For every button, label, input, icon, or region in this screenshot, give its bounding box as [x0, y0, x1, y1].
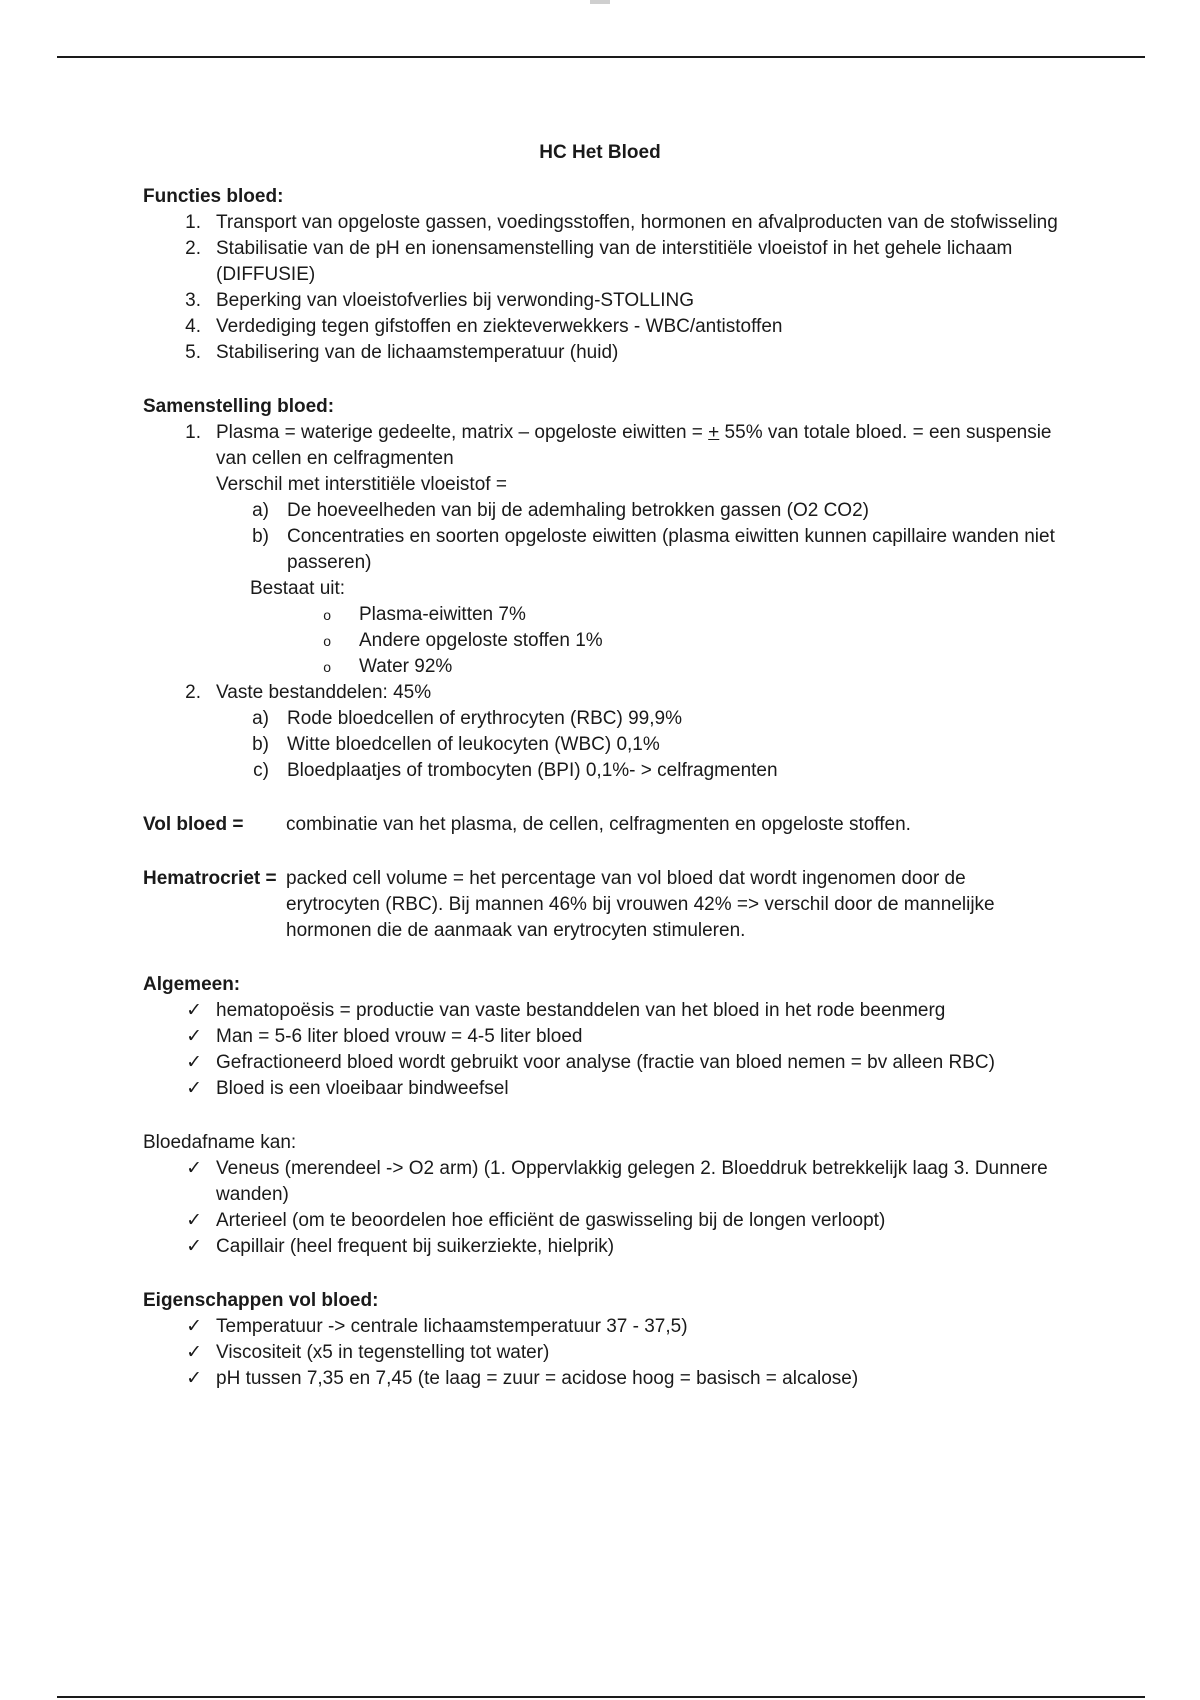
- check-item: ✓ Bloed is een vloeibaar bindweefsel: [143, 1076, 1063, 1102]
- hematocriet-text: packed cell volume = het percentage van vol bloed dat wordt ingenomen door de erytrocyten (RBC). Bij mannen 46% bij vrouwen 42% => verschil door de mannelijke hormonen die de aanmaak van erytrocyten stimuleren.: [286, 868, 995, 941]
- list-item: 1. Transport van opgeloste gassen, voedingsstoffen, hormonen en afvalproducten van de stofwisseling: [185, 212, 1058, 233]
- checkmark-icon: ✓: [186, 1236, 202, 1257]
- list-item: 4. Verdediging tegen gifstoffen en ziekteverwekkers - WBC/antistoffen: [185, 316, 783, 337]
- check-item: ✓ Temperatuur -> centrale lichaamstemperatuur 37 - 37,5): [143, 1314, 1063, 1340]
- list-item: 5. Stabilisering van de lichaamstemperatuur (huid): [185, 342, 619, 363]
- bullet-item: o Andere opgeloste stoffen 1%: [323, 630, 603, 651]
- check-item: ✓ Capillair (heel frequent bij suikerziekte, hielprik): [143, 1234, 1063, 1260]
- algemeen-heading: Algemeen:: [143, 974, 241, 995]
- sub-item: c) Bloedplaatjes of trombocyten (BPI) 0,1%- > celfragmenten: [253, 760, 778, 781]
- sub-item: b) Concentraties en soorten opgeloste eiwitten (plasma eiwitten kunnen capillaire wanden niet passeren): [252, 526, 1055, 573]
- plus-minus-sign: +: [708, 422, 720, 443]
- check-item: ✓ Man = 5-6 liter bloed vrouw = 4-5 liter bloed: [143, 1024, 1063, 1050]
- list-item: 3. Beperking van vloeistofverlies bij verwonding-STOLLING: [185, 290, 695, 311]
- checkmark-icon: ✓: [186, 1052, 202, 1073]
- check-item: ✓ Gefractioneerd bloed wordt gebruikt voor analyse (fractie van bloed nemen = bv alleen RBC): [143, 1050, 1063, 1076]
- samenstelling-heading: Samenstelling bloed:: [143, 396, 335, 417]
- check-item: ✓ Viscositeit (x5 in tegenstelling tot water): [143, 1340, 1063, 1366]
- vol-bloed-term: Vol bloed =: [143, 814, 244, 835]
- hematocriet-term: Hematrocriet =: [143, 868, 277, 889]
- section-eigenschappen: [143, 1288, 1063, 1392]
- document-body: [143, 140, 1063, 1420]
- checkmark-icon: ✓: [186, 1210, 202, 1231]
- sub-item: a) De hoeveelheden van bij de ademhaling betrokken gassen (O2 CO2): [252, 500, 869, 521]
- check-item: ✓ Arterieel (om te beoordelen hoe efficiënt de gaswisseling bij de longen verloopt): [143, 1208, 1063, 1234]
- checkmark-icon: ✓: [186, 1368, 202, 1389]
- check-item: ✓ Veneus (merendeel -> O2 arm) (1. Oppervlakkig gelegen 2. Bloeddruk betrekkelijk laag 3. Dunnere wanden): [143, 1156, 1063, 1208]
- definition-hematocriet: [143, 866, 1063, 944]
- checkmark-icon: ✓: [186, 1000, 202, 1021]
- checkmark-icon: ✓: [186, 1078, 202, 1099]
- checkmark-icon: ✓: [186, 1342, 202, 1363]
- list-item: 2. Stabilisatie van de pH en ionensamenstelling van de interstitiële vloeistof in het gehele lichaam (DIFFUSIE): [185, 238, 1013, 285]
- bullet-item: o Plasma-eiwitten 7%: [323, 604, 526, 625]
- definition-vol-bloed: [143, 812, 1063, 838]
- checkmark-icon: ✓: [186, 1316, 202, 1337]
- bullet-item: o Water 92%: [323, 656, 453, 677]
- sub-item: a) Rode bloedcellen of erythrocyten (RBC) 99,9%: [252, 708, 682, 729]
- vol-bloed-text: combinatie van het plasma, de cellen, celfragmenten en opgeloste stoffen.: [286, 814, 911, 835]
- sub-item: b) Witte bloedcellen of leukocyten (WBC) 0,1%: [252, 734, 660, 755]
- functies-heading: Functies bloed:: [143, 186, 284, 207]
- bestaat-label: Bestaat uit:: [250, 578, 346, 599]
- section-samenstelling: [143, 394, 1063, 784]
- check-item: ✓ pH tussen 7,35 en 7,45 (te laag = zuur = acidose hoog = basisch = alcalose): [143, 1366, 1063, 1392]
- page-marker: [590, 0, 610, 4]
- section-functies: [143, 184, 1063, 366]
- page-title: HC Het Bloed: [539, 142, 661, 163]
- header-rule: [57, 56, 1145, 58]
- check-item: ✓ hematopoësis = productie van vaste bestanddelen van het bloed in het rode beenmerg: [143, 998, 1063, 1024]
- section-algemeen: [143, 972, 1063, 1102]
- checkmark-icon: ✓: [186, 1026, 202, 1047]
- verschil-label: Verschil met interstitiële vloeistof =: [216, 474, 507, 495]
- checkmark-icon: ✓: [186, 1158, 202, 1179]
- list-item-plasma: 1. Plasma = waterige gedeelte, matrix – opgeloste eiwitten = + 55% van totale bloed. = een suspensie van cellen en celfragmenten: [185, 422, 1052, 469]
- list-item-vast: 2. Vaste bestanddelen: 45%: [185, 682, 432, 703]
- section-bloedafname: [143, 1130, 1063, 1260]
- bloedafname-heading: Bloedafname kan:: [143, 1132, 297, 1153]
- footer-rule: [57, 1696, 1145, 1698]
- eigenschappen-heading: Eigenschappen vol bloed:: [143, 1290, 379, 1311]
